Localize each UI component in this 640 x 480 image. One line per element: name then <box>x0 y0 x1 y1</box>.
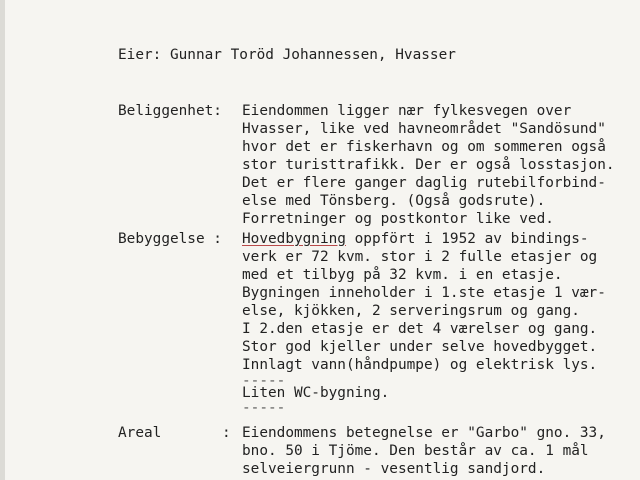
areal-line: selveiergrunn - vesentlig sandjord. <box>242 461 546 477</box>
beliggenhet-line: Hvasser, like ved havneområdet "Sandösund" <box>242 121 606 137</box>
areal-label: Areal <box>118 425 162 441</box>
bebyggelse-line: Bygningen inneholder i 1.ste etasje 1 vær- <box>242 285 606 301</box>
page-edge <box>0 0 5 480</box>
beliggenhet-line: Forretninger og postkontor like ved. <box>242 211 554 227</box>
areal-line: Eiendommens betegnelse er "Garbo" gno. 33, <box>242 425 606 441</box>
bebyggelse-line: else, kjökken, 2 serveringsrum og gang. <box>242 303 580 319</box>
beliggenhet-line: else med Tönsberg. (Også godsrute). <box>242 193 546 209</box>
areal-colon: : <box>222 425 231 441</box>
bebyggelse-first-rest: oppfört i 1952 av bindings- <box>345 231 589 247</box>
bebyggelse-line: I 2.den etasje er det 4 værelser og gang. <box>242 321 598 337</box>
bebyggelse-first-line <box>242 229 589 249</box>
bebyggelse-line: Stor god kjeller under selve hovedbygget. <box>242 339 598 355</box>
beliggenhet-line: hvor det er fiskerhavn og om sommeren også <box>242 139 606 155</box>
areal-line: bno. 50 i Tjöme. Den består av ca. 1 mål <box>242 443 589 459</box>
owner-line: Eier: Gunnar Toröd Johannessen, Hvasser <box>118 47 456 63</box>
bebyggelse-label: Bebyggelse : <box>118 231 222 247</box>
wc-building-line: Liten WC-bygning. <box>242 385 390 401</box>
beliggenhet-label: Beliggenhet: <box>118 103 222 119</box>
separator-dashes: ----- <box>242 400 286 416</box>
hovedbygning-word: Hovedbygning <box>242 231 346 247</box>
bebyggelse-line: verk er 72 kvm. stor i 2 fulle etasjer og <box>242 249 598 265</box>
bebyggelse-line: Innlagt vann(håndpumpe) og elektrisk lys. <box>242 357 598 373</box>
bebyggelse-line: med et tilbyg på 32 kvm. i en etasje. <box>242 267 563 283</box>
beliggenhet-line: Det er flere ganger daglig rutebilforbind- <box>242 175 606 191</box>
separator-dashes: ----- <box>242 373 286 389</box>
beliggenhet-line: stor turisttrafikk. Der er også losstasjon. <box>242 157 615 173</box>
beliggenhet-line: Eiendommen ligger nær fylkesvegen over <box>242 103 572 119</box>
